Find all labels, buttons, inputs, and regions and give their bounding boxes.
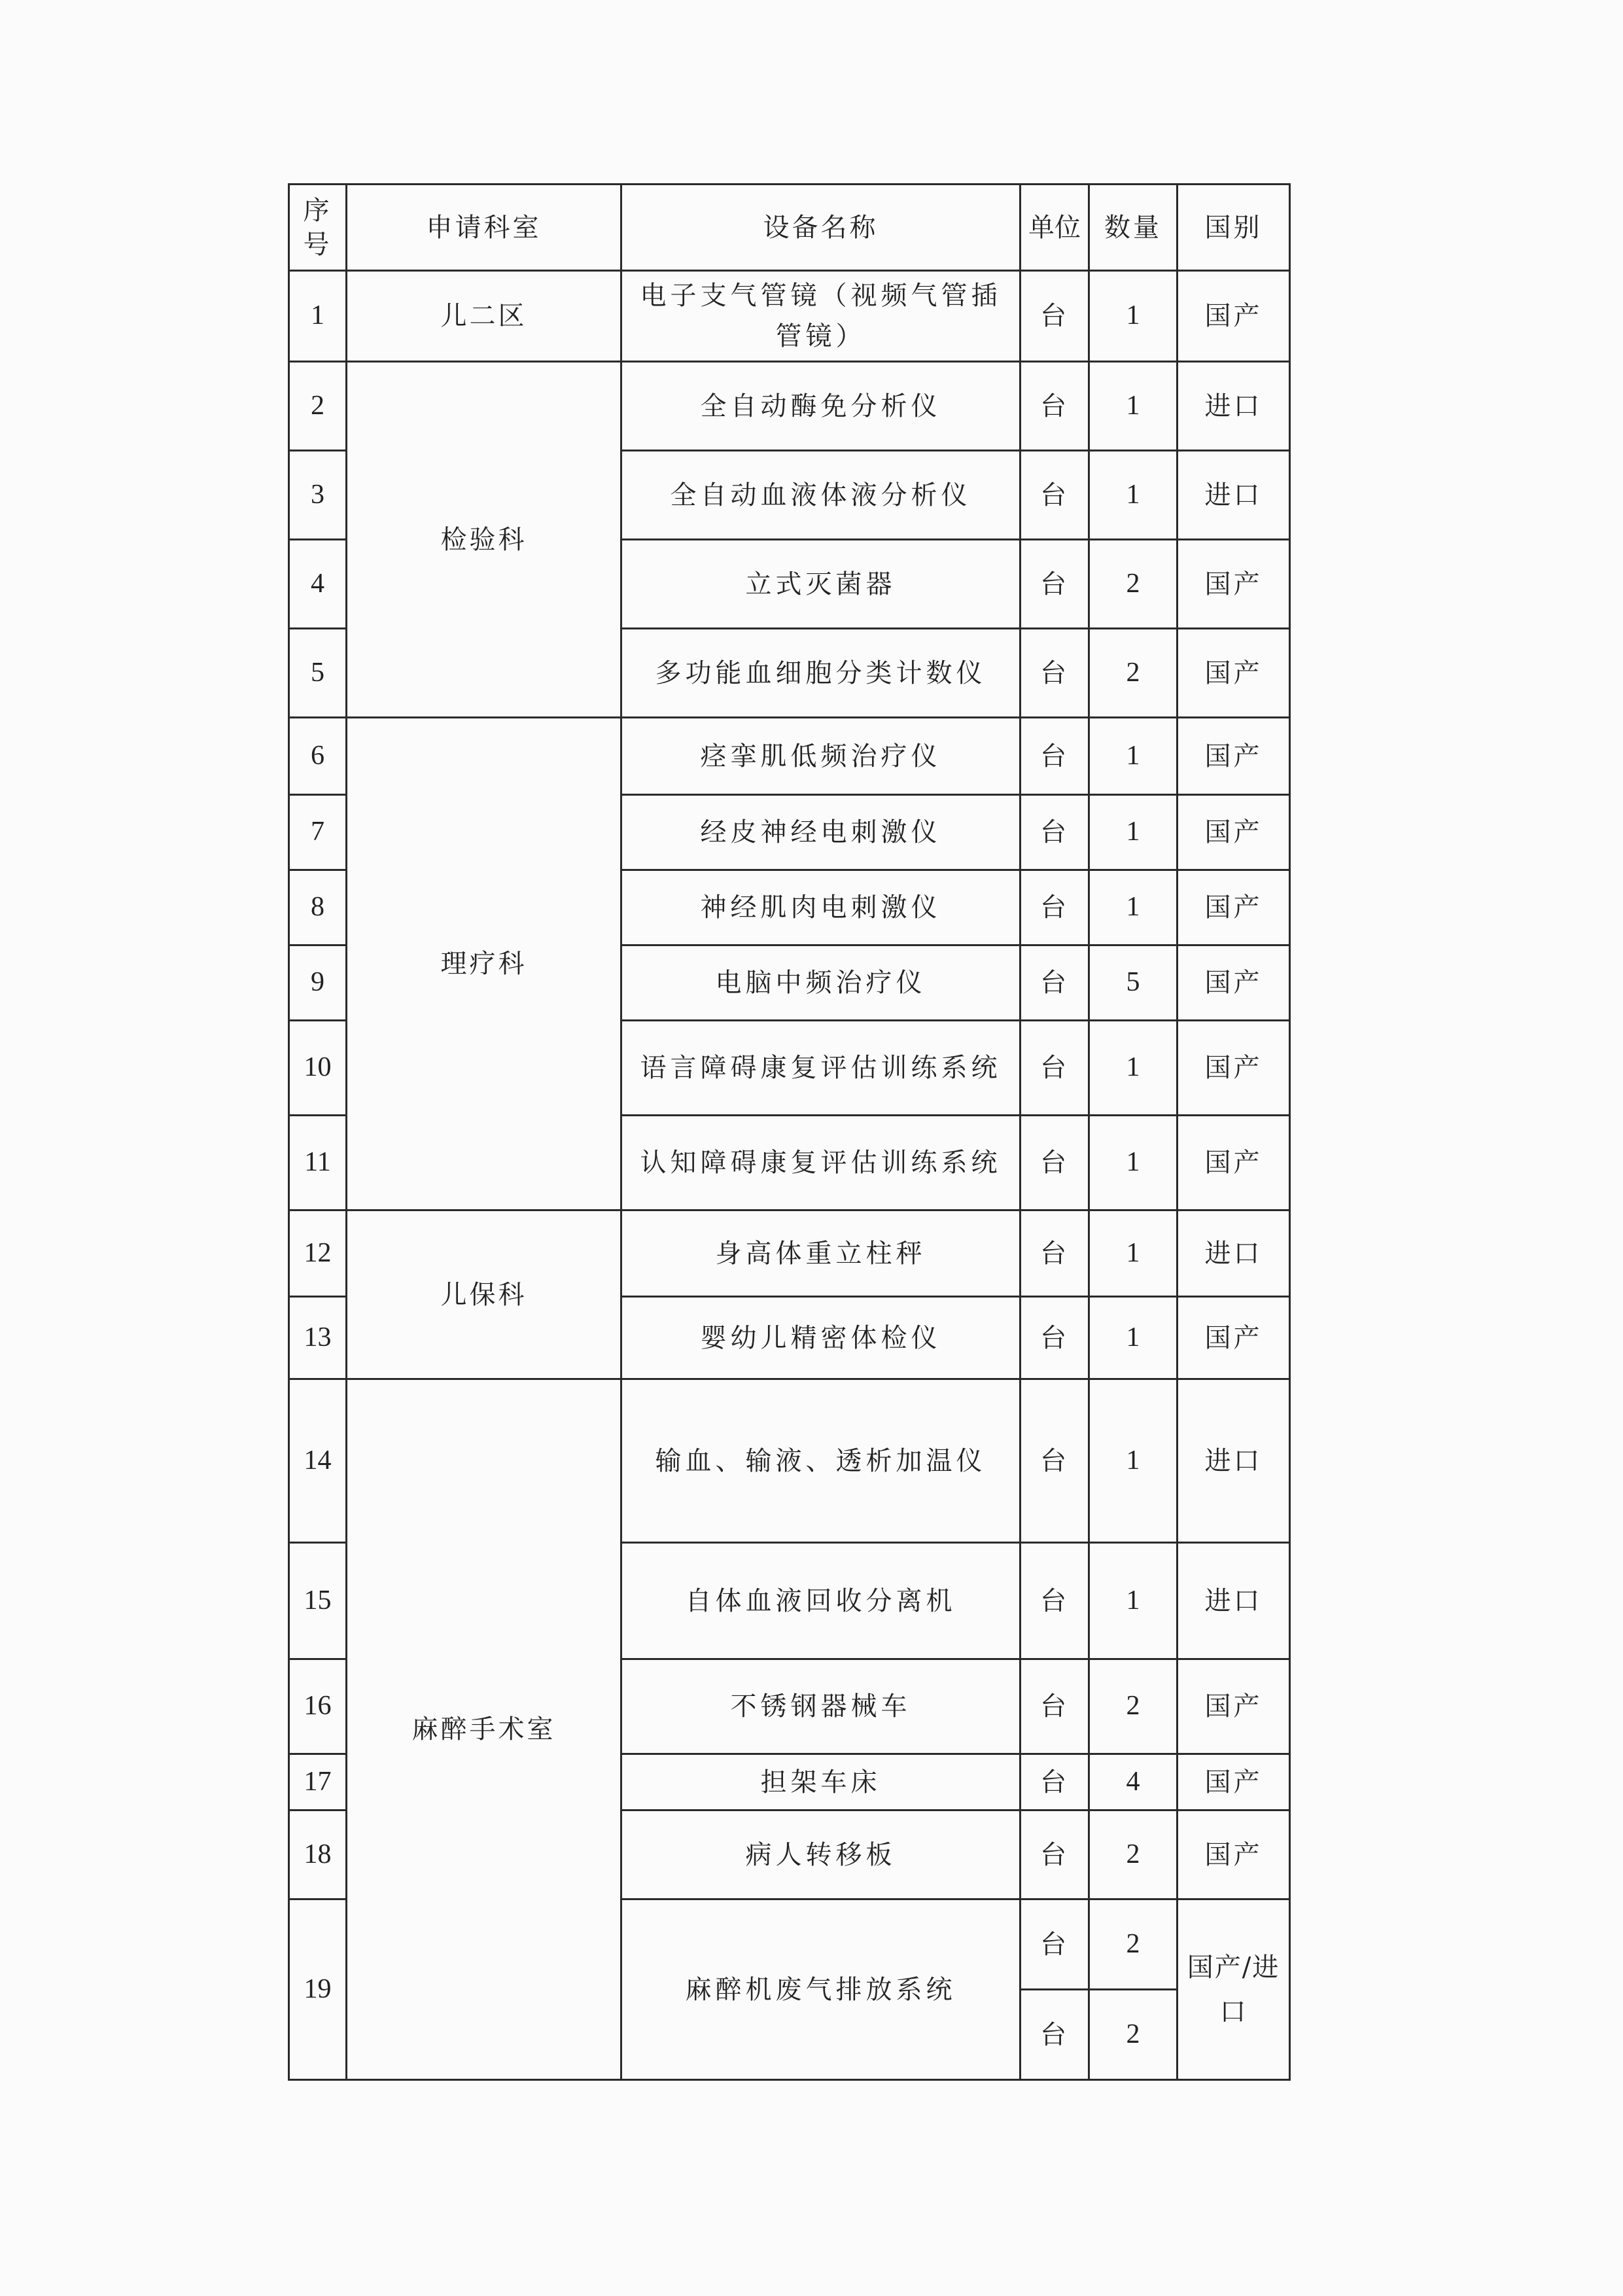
row-seq: 13 (289, 1297, 347, 1379)
row-dept: 麻醉手术室 (347, 1379, 621, 2080)
row-unit: 台 (1021, 271, 1089, 362)
row-qty: 1 (1089, 795, 1178, 870)
row-qty: 2 (1089, 629, 1178, 718)
row-qty: 2 (1089, 540, 1178, 629)
row-origin: 国产 (1178, 1659, 1290, 1754)
header-qty: 数量 (1089, 185, 1178, 271)
row-unit: 台 (1021, 451, 1089, 540)
row-seq: 17 (289, 1754, 347, 1810)
row-qty: 2 (1089, 1990, 1178, 2080)
row-qty: 2 (1089, 1810, 1178, 1899)
row-origin: 国产 (1178, 1754, 1290, 1810)
row-qty: 1 (1089, 1021, 1178, 1116)
row-name: 语言障碍康复评估训练系统 (621, 1021, 1021, 1116)
row-origin: 国产 (1178, 540, 1290, 629)
row-unit: 台 (1021, 1021, 1089, 1116)
header-origin: 国别 (1178, 185, 1290, 271)
row-seq: 12 (289, 1210, 347, 1297)
row-seq: 15 (289, 1543, 347, 1659)
row-qty: 2 (1089, 1659, 1178, 1754)
row-unit: 台 (1021, 362, 1089, 451)
row-dept: 儿二区 (347, 271, 621, 362)
row-unit: 台 (1021, 1990, 1089, 2080)
row-seq: 6 (289, 718, 347, 795)
header-unit: 单位 (1021, 185, 1089, 271)
table-row (289, 1379, 1290, 1543)
row-origin: 国产 (1178, 1810, 1290, 1899)
row-unit: 台 (1021, 1116, 1089, 1210)
row-origin: 进口 (1178, 362, 1290, 451)
row-qty: 1 (1089, 1543, 1178, 1659)
row-qty: 5 (1089, 945, 1178, 1021)
row-qty: 1 (1089, 271, 1178, 362)
row-name: 立式灭菌器 (621, 540, 1021, 629)
row-name: 输血、输液、透析加温仪 (621, 1379, 1021, 1543)
row-seq: 11 (289, 1116, 347, 1210)
row-name: 自体血液回收分离机 (621, 1543, 1021, 1659)
table-row (289, 718, 1290, 795)
table-row (289, 362, 1290, 451)
row-name: 电子支气管镜（视频气管插管镜） (621, 271, 1021, 362)
row-seq: 16 (289, 1659, 347, 1754)
header-dept: 申请科室 (347, 185, 621, 271)
row-name: 病人转移板 (621, 1810, 1021, 1899)
row-seq: 4 (289, 540, 347, 629)
row-seq: 14 (289, 1379, 347, 1543)
row-unit: 台 (1021, 1210, 1089, 1297)
table-row (289, 271, 1290, 362)
row-seq: 8 (289, 870, 347, 945)
row-unit: 台 (1021, 540, 1089, 629)
row-name: 身高体重立柱秤 (621, 1210, 1021, 1297)
row-name: 婴幼儿精密体检仪 (621, 1297, 1021, 1379)
row-name: 多功能血细胞分类计数仪 (621, 629, 1021, 718)
row-origin: 进口 (1178, 451, 1290, 540)
row-seq: 2 (289, 362, 347, 451)
table-row (289, 1210, 1290, 1297)
row-name: 担架车床 (621, 1754, 1021, 1810)
row-unit: 台 (1021, 1543, 1089, 1659)
row-unit: 台 (1021, 1899, 1089, 1990)
header-row (289, 185, 1290, 271)
row-origin: 进口 (1178, 1210, 1290, 1297)
row-name: 神经肌肉电刺激仪 (621, 870, 1021, 945)
row-name: 全自动酶免分析仪 (621, 362, 1021, 451)
row-seq: 5 (289, 629, 347, 718)
row-unit: 台 (1021, 1297, 1089, 1379)
row-unit: 台 (1021, 718, 1089, 795)
row-origin: 进口 (1178, 1379, 1290, 1543)
row-origin: 国产 (1178, 1297, 1290, 1379)
row-qty: 1 (1089, 451, 1178, 540)
row-qty: 1 (1089, 1116, 1178, 1210)
row-origin: 国产 (1178, 945, 1290, 1021)
row-seq: 9 (289, 945, 347, 1021)
row-unit: 台 (1021, 1754, 1089, 1810)
row-dept: 检验科 (347, 362, 621, 718)
row-dept: 理疗科 (347, 718, 621, 1210)
row-dept: 儿保科 (347, 1210, 621, 1379)
row-unit: 台 (1021, 1379, 1089, 1543)
row-name: 痉挛肌低频治疗仪 (621, 718, 1021, 795)
row-qty: 1 (1089, 718, 1178, 795)
header-seq: 序号 (289, 185, 347, 271)
equipment-list-sheet (288, 183, 1289, 2081)
row-seq: 18 (289, 1810, 347, 1899)
row-qty: 2 (1089, 1899, 1178, 1990)
equipment-table (288, 183, 1291, 2081)
row-name: 经皮神经电刺激仪 (621, 795, 1021, 870)
row-origin: 国产/进口 (1178, 1899, 1290, 2080)
row-origin: 国产 (1178, 795, 1290, 870)
row-seq: 1 (289, 271, 347, 362)
row-seq: 10 (289, 1021, 347, 1116)
row-seq: 19 (289, 1899, 347, 2080)
row-name: 不锈钢器械车 (621, 1659, 1021, 1754)
row-qty: 1 (1089, 1210, 1178, 1297)
row-unit: 台 (1021, 1659, 1089, 1754)
row-name: 全自动血液体液分析仪 (621, 451, 1021, 540)
row-origin: 国产 (1178, 718, 1290, 795)
row-origin: 国产 (1178, 629, 1290, 718)
row-name: 认知障碍康复评估训练系统 (621, 1116, 1021, 1210)
row-origin: 国产 (1178, 870, 1290, 945)
header-name: 设备名称 (621, 185, 1021, 271)
row-name: 麻醉机废气排放系统 (621, 1899, 1021, 2080)
row-origin: 国产 (1178, 1116, 1290, 1210)
row-qty: 1 (1089, 1379, 1178, 1543)
row-unit: 台 (1021, 945, 1089, 1021)
row-name: 电脑中频治疗仪 (621, 945, 1021, 1021)
row-seq: 3 (289, 451, 347, 540)
row-qty: 1 (1089, 1297, 1178, 1379)
row-origin: 国产 (1178, 1021, 1290, 1116)
row-qty: 4 (1089, 1754, 1178, 1810)
row-origin: 国产 (1178, 271, 1290, 362)
row-unit: 台 (1021, 795, 1089, 870)
row-qty: 1 (1089, 870, 1178, 945)
row-qty: 1 (1089, 362, 1178, 451)
row-unit: 台 (1021, 1810, 1089, 1899)
row-unit: 台 (1021, 629, 1089, 718)
row-unit: 台 (1021, 870, 1089, 945)
row-origin: 进口 (1178, 1543, 1290, 1659)
row-seq: 7 (289, 795, 347, 870)
